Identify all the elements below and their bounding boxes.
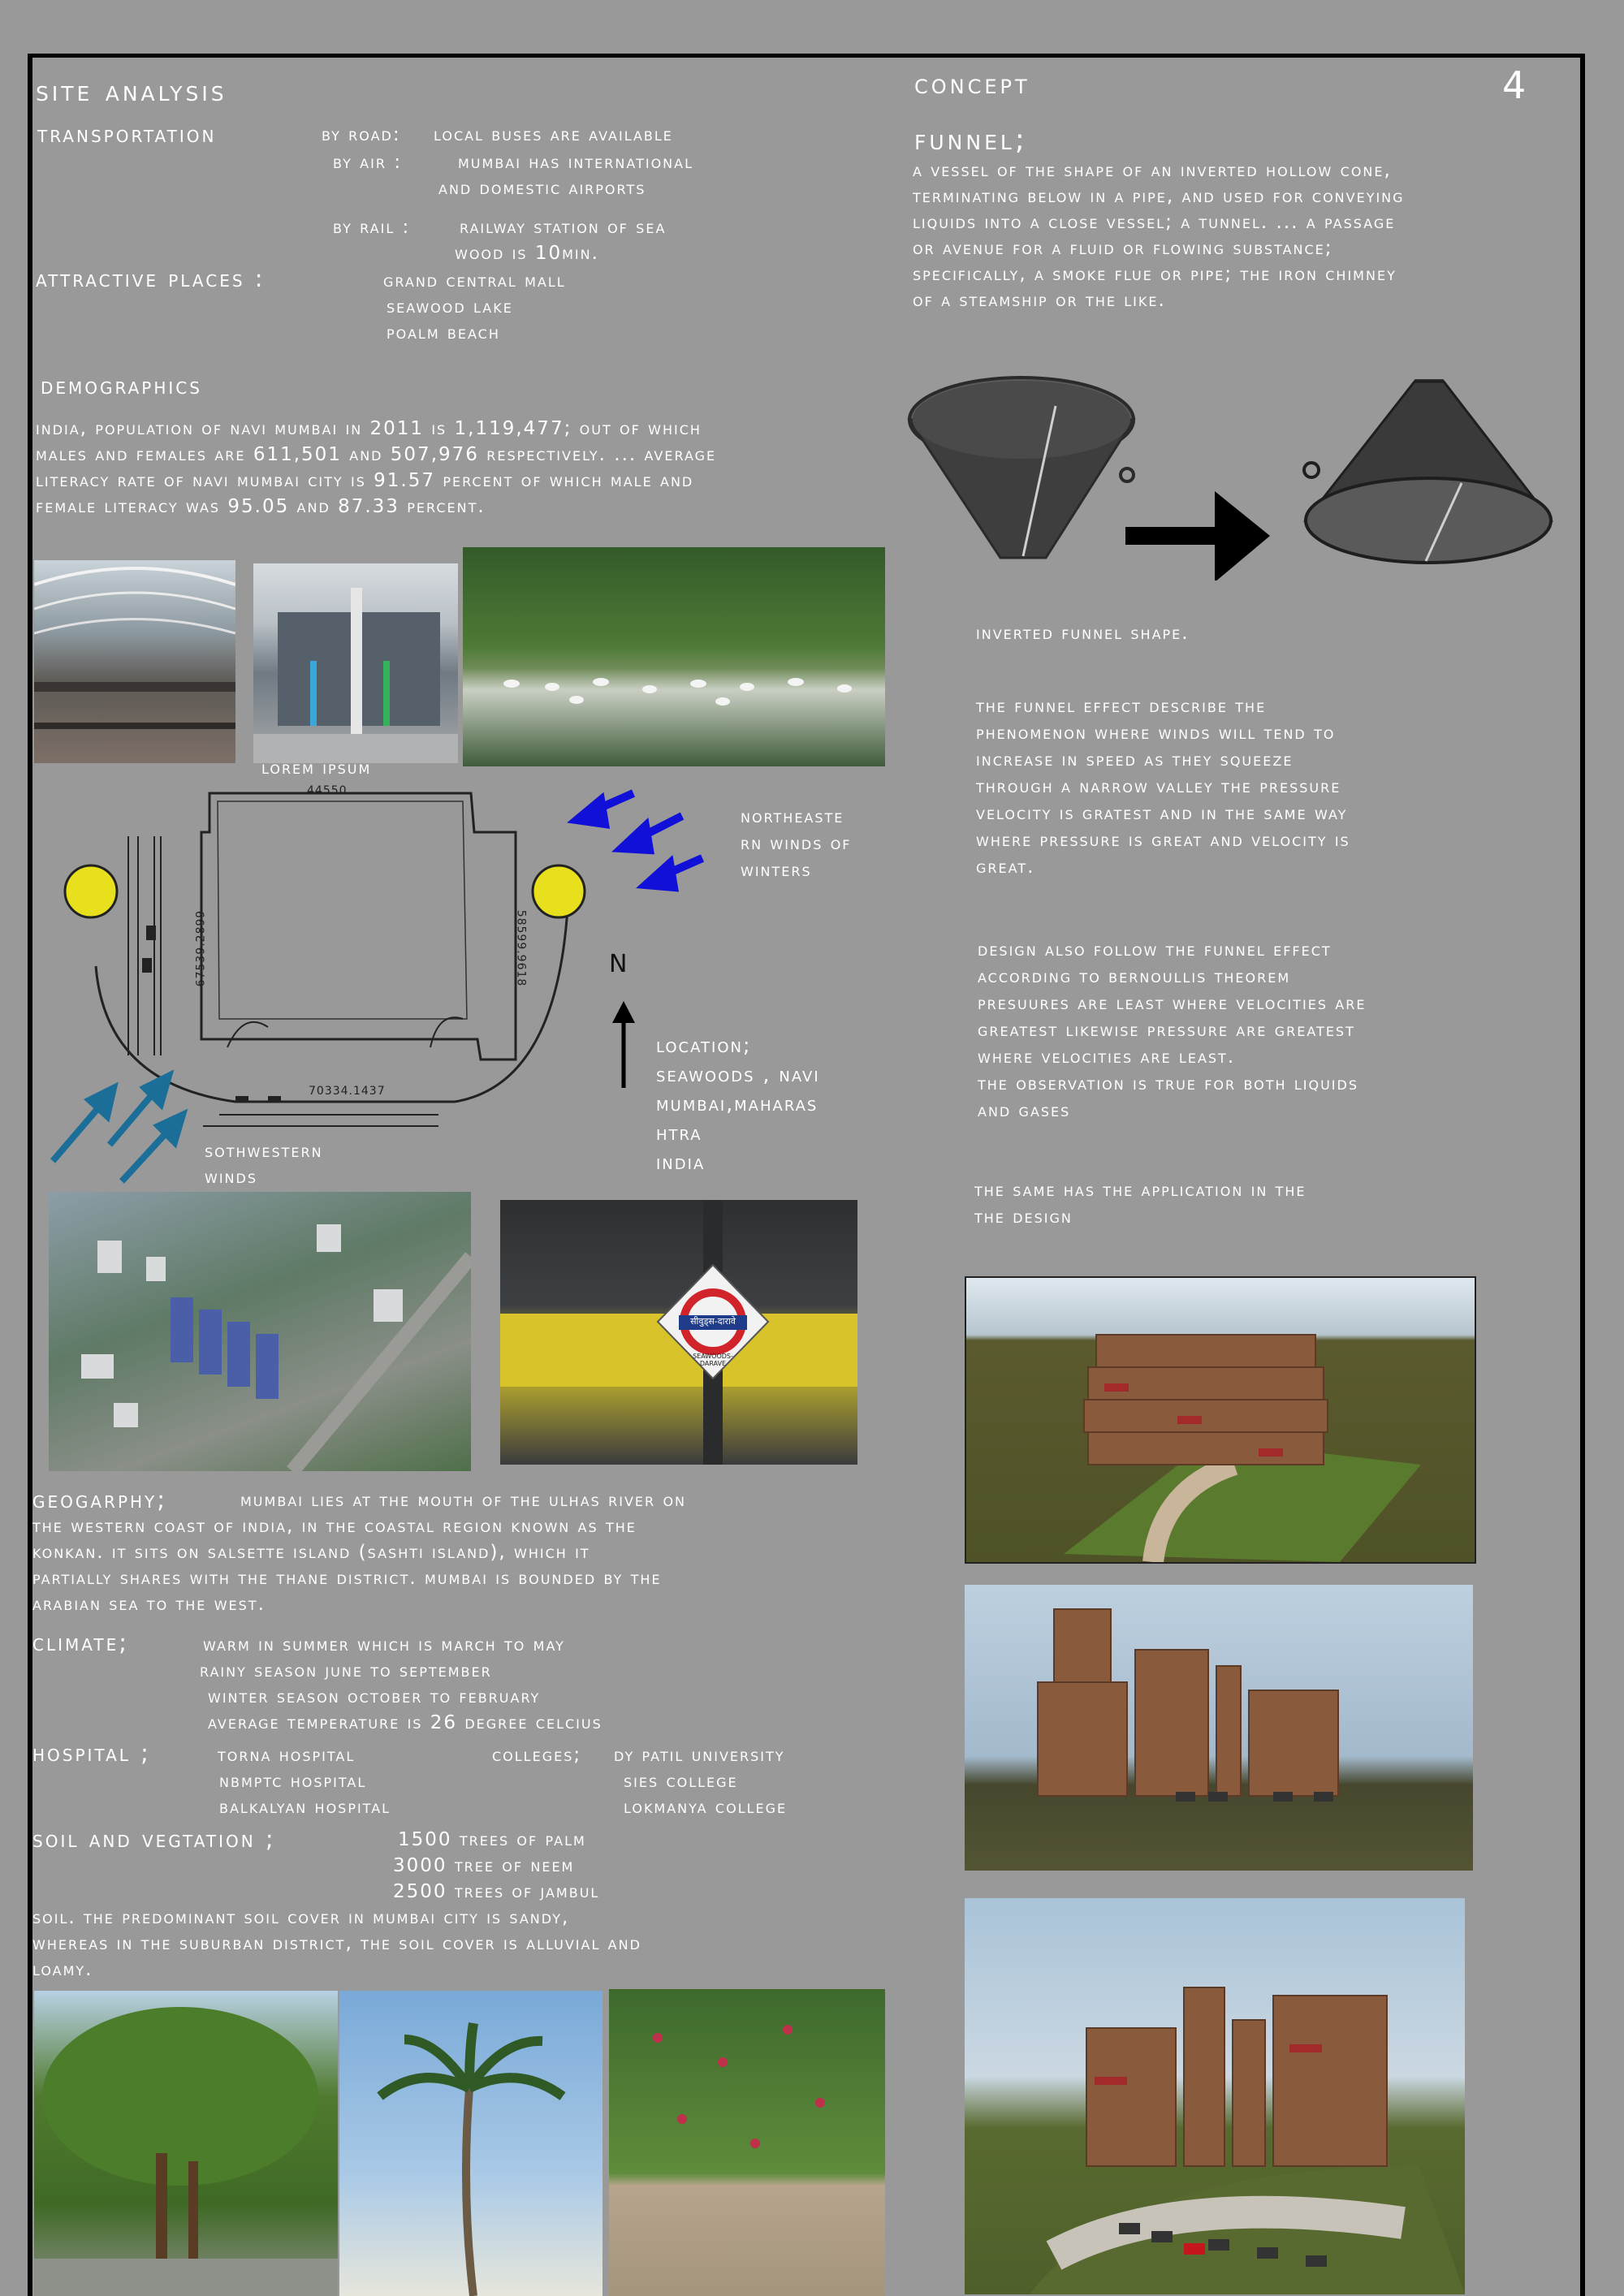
aerial-city-photo [49, 1192, 471, 1471]
hospital-item: torna hospital [218, 1745, 356, 1766]
air-label: by air : [333, 152, 403, 173]
station-platform-photo [500, 1200, 857, 1465]
attractive-places-label: attractive places : [36, 265, 266, 292]
demographics-line: literacy rate of navi mumbai city is 91.57 percent of which male and [36, 470, 694, 491]
rail-text-2: wood is 10min. [455, 243, 599, 264]
station-building-graphic [253, 563, 458, 763]
demographics-line: female literacy was 95.05 and 87.33 percent. [36, 496, 486, 517]
station-sign-text: सीवुड्स-दारावे [690, 1316, 736, 1327]
location-line: htra [656, 1121, 702, 1145]
funnel-line: terminating below in a pipe, and used for conveying [913, 186, 1405, 207]
college-item: lokmanya college [624, 1797, 788, 1818]
attractive-place-item: seawood lake [387, 296, 513, 317]
effect-line: velocity is gratest and in the same way [976, 803, 1348, 824]
transportation-label: transportation [37, 120, 217, 148]
tree-item: 3000 tree of neem [393, 1855, 575, 1876]
location-line: mumbai,maharas [656, 1092, 818, 1116]
site-analysis-title: site analysis [36, 75, 227, 108]
demographics-line: males and females are 611,501 and 507,976 respectively. ... average [36, 444, 717, 465]
sw-winds-line: winds [205, 1167, 257, 1188]
geography-line: the western coast of india, in the coastal region known as the [32, 1516, 637, 1537]
application-text [974, 1177, 1307, 1231]
funnel-line: liquids into a close vessel; a tunnel. ... a passage [913, 212, 1396, 233]
demographics-line: india, population of navi mumbai in 2011 is 1,119,477; out of which [36, 418, 702, 439]
effect-line: the funnel effect describe the [976, 696, 1267, 717]
palm-tree-photo [339, 1991, 603, 2296]
tree-item: 1500 trees of palm [398, 1829, 586, 1850]
tree-item: 2500 trees of jambul [393, 1881, 600, 1902]
ne-winds-line: northeaste [741, 806, 844, 827]
inverted-funnel-label: inverted funnel shape. [976, 623, 1190, 644]
funnel-line: specifically, a smoke flue or pipe; the iron chimney [913, 264, 1397, 285]
tree-graphic [34, 1991, 338, 2296]
mall-roof-graphic [34, 560, 235, 763]
dimension-left: 67539.2899 [194, 909, 208, 987]
hospital-item: balkalyan hospital [219, 1797, 391, 1818]
location-line: seawoods , navi [656, 1063, 820, 1086]
mall-interior-photo [34, 560, 235, 763]
climate-line: rainy season june to september [200, 1660, 492, 1681]
effect-line: increase in speed as they squeeze [976, 749, 1294, 770]
climate-line: winter season october to february [208, 1686, 541, 1707]
render-perspective-graphic [965, 1898, 1465, 2294]
station-sign-graphic [500, 1200, 857, 1465]
design-render-elevation [965, 1585, 1473, 1871]
climate-line: warm in summer which is march to may [203, 1634, 565, 1655]
jambul-tree-photo [34, 1991, 338, 2296]
soil-line: soil. the predominant soil cover in mumbai city is sandy, [32, 1907, 570, 1928]
soil-line: whereas in the suburban district, the soil cover is alluvial and [32, 1933, 641, 1954]
neem-tree-photo [609, 1989, 885, 2296]
render-building-graphic [966, 1278, 1475, 1562]
air-text-2: and domestic airports [438, 178, 646, 199]
frame-top-border [29, 54, 1585, 58]
location-line: location; [656, 1034, 752, 1057]
application-line: the same has the application in the [974, 1180, 1307, 1201]
college-item: sies college [624, 1771, 738, 1792]
location-label [656, 1031, 820, 1177]
geography-line: mumbai lies at the mouth of the ulhas river on [240, 1490, 687, 1511]
station-sign-english: SEAWOODS-DARAVE [693, 1353, 733, 1367]
page-number: 4 [1502, 63, 1527, 107]
render-elevation-graphic [965, 1585, 1473, 1871]
rail-label: by rail : [333, 217, 411, 238]
palm-graphic [339, 1991, 603, 2296]
funnel-line: or avenue for a fluid or flowing substance; [913, 238, 1333, 259]
effect-line: through a narrow valley the pressure [976, 776, 1341, 797]
neem-leaves-graphic [609, 1989, 885, 2296]
geography-line: partially shares with the thane district. mumbai is bounded by the [32, 1568, 662, 1589]
design-line: where velocities are least. [978, 1047, 1236, 1068]
station-building-photo [253, 563, 458, 763]
attractive-place-item: grand central mall [383, 270, 566, 291]
colleges-label: colleges; [492, 1745, 582, 1766]
aerial-buildings-graphic [49, 1192, 471, 1471]
ne-winds-label [741, 804, 852, 884]
application-line: the design [974, 1206, 1073, 1228]
dimension-top: 44550 [307, 784, 348, 797]
road-text: local buses are available [434, 124, 673, 145]
funnel-line: a vessel of the shape of an inverted hollow cone, [913, 160, 1392, 181]
frame-right-border [1580, 54, 1585, 2296]
hospital-label: hospital ; [32, 1739, 151, 1767]
funnel-line: of a steamship or the like. [913, 290, 1166, 311]
road-label: by road: [322, 124, 401, 145]
funnel-label: funnel; [914, 123, 1028, 157]
sw-winds-line: sothwestern [205, 1141, 323, 1162]
effect-line: phenomenon where winds will tend to [976, 723, 1336, 744]
geography-label: geogarphy; [32, 1486, 168, 1513]
dimension-bottom: 70334.1437 [309, 1085, 386, 1098]
sw-winds-label [205, 1138, 323, 1190]
design-line: according to bernoullis theorem [978, 966, 1291, 987]
design-line: design also follow the funnel effect [978, 939, 1332, 960]
funnel-illustration [901, 369, 1575, 580]
geography-line: konkan. it sits on salsette island (sashti island), which it [32, 1542, 590, 1563]
design-render-perspective [965, 1898, 1465, 2294]
rail-text-1: railway station of sea [460, 217, 667, 238]
hospital-item: nbmptc hospital [219, 1771, 367, 1792]
climate-line: average temperature is 26 degree celcius [208, 1712, 603, 1733]
demographics-label: demographics [41, 372, 202, 399]
design-line: and gases [978, 1100, 1071, 1121]
design-principle-text [978, 937, 1366, 1124]
design-line: the observation is true for both liquids [978, 1073, 1358, 1094]
seawood-lake-photo [463, 547, 885, 766]
photo-caption: lorem ipsum [261, 757, 372, 779]
soil-vegetation-label: soil and vegtation ; [32, 1825, 276, 1853]
flamingo-graphic [463, 547, 885, 766]
college-item: dy patil university [614, 1745, 785, 1766]
dimension-right: 58599.9618 [514, 909, 528, 987]
effect-line: where pressure is great and velocity is [976, 830, 1350, 851]
attractive-place-item: poalm beach [387, 322, 500, 343]
geography-line: arabian sea to the west. [32, 1594, 266, 1615]
north-label: N [609, 950, 628, 978]
concept-title: concept [914, 68, 1030, 101]
location-line: india [656, 1150, 706, 1174]
design-line: presuures are least where velocities are [978, 993, 1367, 1014]
ne-winds-line: winters [741, 860, 812, 881]
effect-line: great. [976, 857, 1035, 878]
ne-winds-line: rn winds of [741, 833, 852, 854]
design-render-aerial [965, 1276, 1476, 1564]
air-text-1: mumbai has international [458, 152, 693, 173]
funnel-effect-text [976, 693, 1350, 881]
climate-label: climate; [32, 1629, 130, 1656]
design-line: greatest likewise pressure are greatest [978, 1020, 1355, 1041]
soil-line: loamy. [32, 1959, 93, 1980]
